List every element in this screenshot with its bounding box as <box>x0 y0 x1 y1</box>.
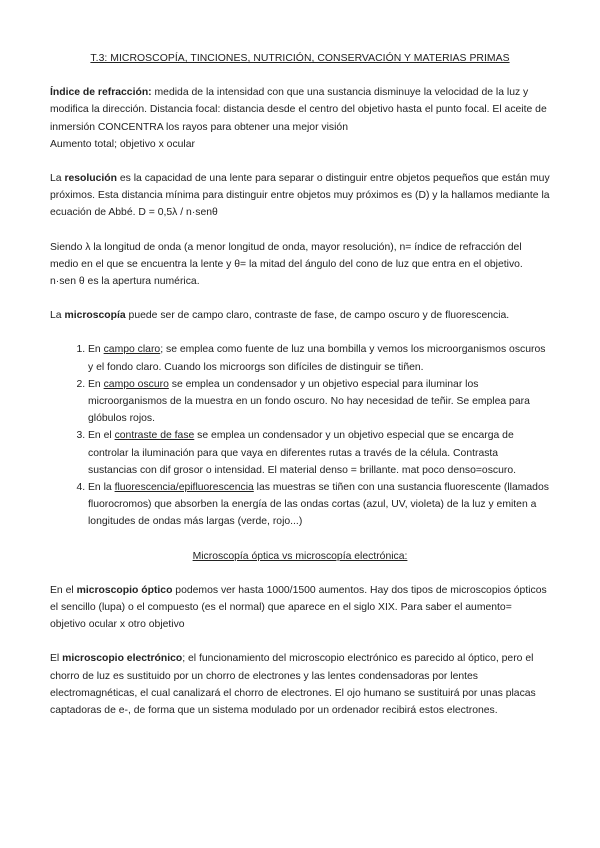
paragraph-text: ; el funcionamiento del microscopio electrónico es parecido al óptico, pero el chorro de luz es sustituido por un chorro de electrones y las lentes condensadoras por lentes electromagnéticas, el cual canalizará el chorro de electrones. El ojo humano se sustituirá por unas placas captadoras de e-, de forma que un sistema modulado por un ordenador recibirá estos electrones. <box>50 653 536 717</box>
list-item <box>88 341 550 375</box>
document-title: T.3: MICROSCOPÍA, TINCIONES, NUTRICIÓN, CONSERVACIÓN Y MATERIAS PRIMAS <box>90 53 510 64</box>
paragraph-prefix: El <box>50 653 63 665</box>
term-microscopy: microscopía <box>64 310 126 322</box>
term-phase-contrast: contraste de fase <box>114 430 195 442</box>
list-item <box>88 376 550 428</box>
paragraph-optical-microscope <box>50 582 550 634</box>
term-electron-microscope: microscopio electrónico <box>62 653 183 665</box>
paragraph-text: podemos ver hasta 1000/1500 aumentos. Hay dos tipos de microscopios ópticos el sencillo (lupa) o el compuesto (es el normal) que aparece en el siglo XIX. Para saber el aumento= objetivo ocular x otro objetivo <box>50 584 547 631</box>
paragraph-resolution <box>50 170 550 222</box>
paragraph-electron-microscope <box>50 650 550 719</box>
paragraph-prefix: En el <box>50 584 77 596</box>
term-refraction-index: Índice de refracción: <box>50 87 152 99</box>
term-dark-field: campo oscuro <box>103 378 169 390</box>
item-text: ; se emplea como fuente de luz una bombilla y vemos los microorganismos oscuros y el fondo claro. Cuando los microorgs son difíciles de distinguir se tiñen. <box>88 344 546 373</box>
paragraph-prefix: La <box>50 310 65 322</box>
item-prefix: En el <box>88 430 115 442</box>
list-item <box>88 427 550 479</box>
item-prefix: En <box>88 378 104 390</box>
item-prefix: En la <box>88 482 115 494</box>
item-text: se emplea un condensador y un objetivo especial que se encarga de controlar la iluminación para que vaya en diferentes rutas a través de la célula. Contrasta sustancias con dif grosor o intensidad. El material denso = brillante. mat poco denso=oscuro. <box>88 430 516 476</box>
paragraph-text: es la capacidad de una lente para separar o distinguir entre objetos pequeños que están muy próximos. Esta distancia mínima para distinguir entre objetos muy próximos es (D) y la hallamos mediante la ecuación de Abbé. D = 0,5λ / n·senθ <box>50 173 550 219</box>
item-text: se emplea un condensador y un objetivo especial para iluminar los microorganismos de la muestra en un fondo oscuro. No hay necesidad de teñir. Se emplea para glóbulos rojos. <box>88 378 530 425</box>
item-prefix: En <box>88 344 104 356</box>
paragraph-refraction-index <box>50 84 550 153</box>
paragraph-text: medida de la intensidad con que una sustancia disminuye la velocidad de la luz y modifica la dirección. Distancia focal: distancia desde el centro del objetivo hasta el punto focal. El aceite de inmersión CONCENTRA los rayos para obtener una mejor visión <box>50 87 547 133</box>
microscopy-types-list <box>50 341 550 530</box>
term-bright-field: campo claro <box>103 344 161 356</box>
list-item <box>88 479 550 531</box>
paragraph-wavelength: Siendo λ la longitud de onda (a menor longitud de onda, mayor resolución), n= índice de refracción del medio en el que se encuentra la lente y θ= la mitad del ángulo del cono de luz que entra en el objetivo. n·sen θ es la apertura numérica. <box>50 241 523 288</box>
paragraph-text: puede ser de campo claro, contraste de fase, de campo oscuro y de fluorescencia. <box>125 310 510 322</box>
section-subtitle: Microscopía óptica vs microscopía electrónica: <box>192 550 408 562</box>
paragraph-prefix: La <box>50 173 65 185</box>
paragraph-line: Aumento total; objetivo x ocular <box>50 138 195 150</box>
term-optical-microscope: microscopio óptico <box>76 584 173 596</box>
term-resolution: resolución <box>64 173 117 185</box>
item-text: las muestras se tiñen con una sustancia fluorescente (llamados fluorocromos) que absorben la energía de las ondas cortas (azul, UV, violeta) de la luz y emiten a longitudes de ondas más largas (verde, rojo...) <box>88 482 549 528</box>
paragraph-microscopy <box>50 307 550 324</box>
term-fluorescence: fluorescencia/epifluorescencia <box>114 482 254 494</box>
